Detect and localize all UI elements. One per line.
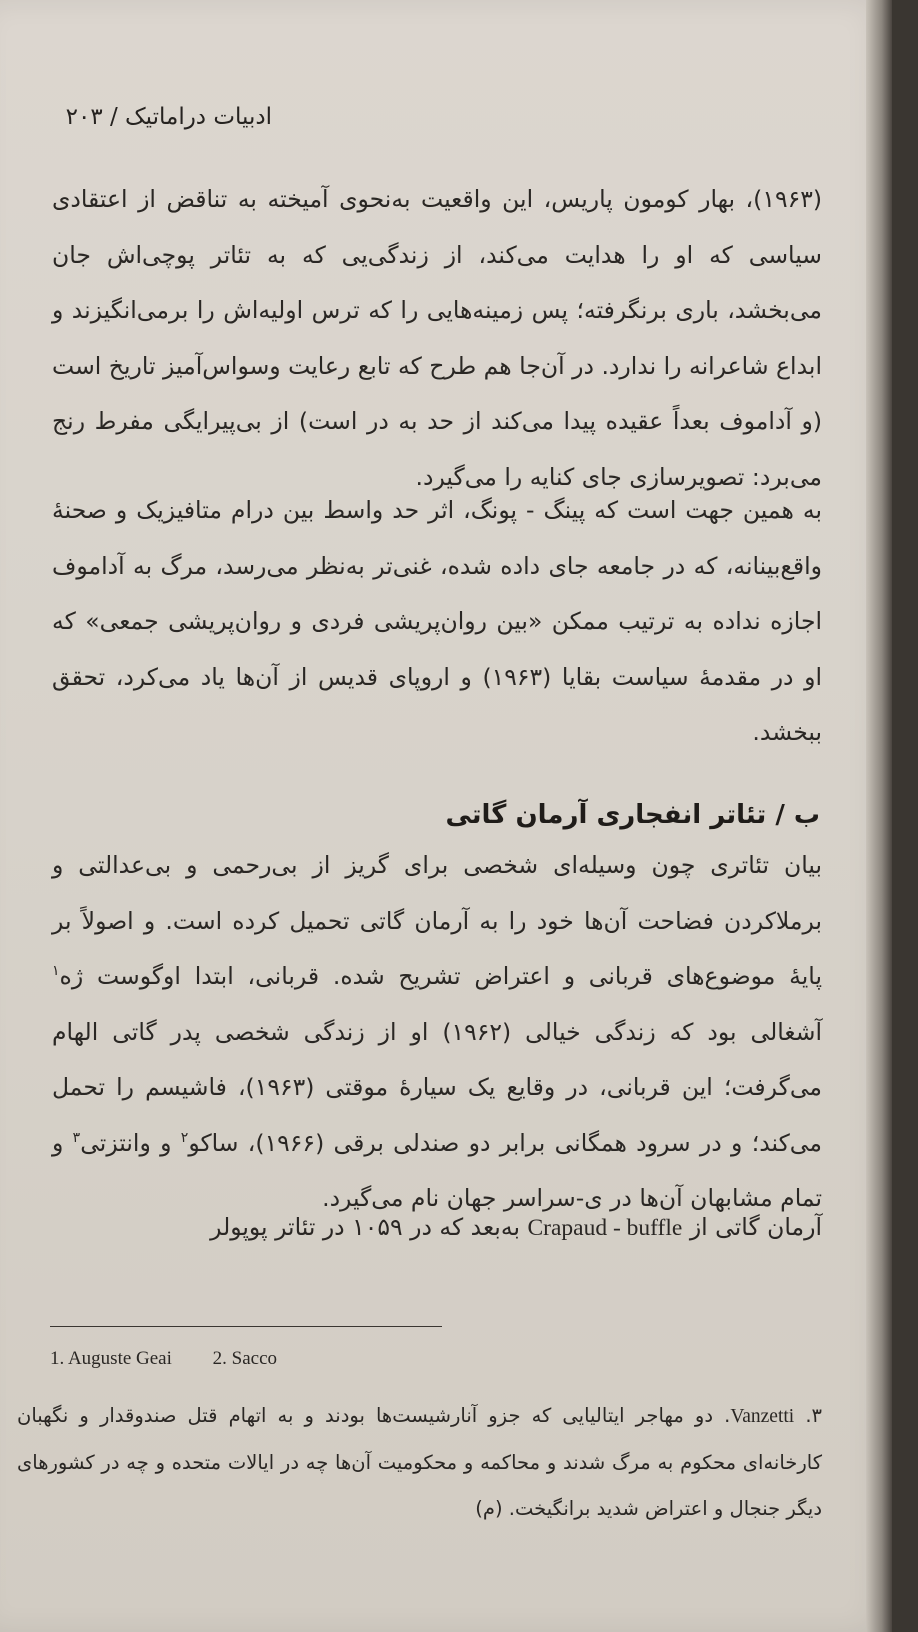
- paragraph-3-text-a: بیان تئاتری چون وسیله‌ای شخصی برای گریز از بی‌رحمی و بی‌عدالتی و برملاکردن فضاحت آن‌ها خود را به آرمان گاتی تحمیل کرده است. و اصولاً بر پایهٔ موضوع‌های قربانی و اعتراض تشریح شده. قربانی، ابتدا اوگوست ژه: [52, 851, 822, 990]
- paragraph-3-text-d: و تمام مشابهان آن‌ها در ی-سراسر جهان نام می‌گیرد.: [52, 1128, 822, 1212]
- page-edge: [866, 0, 892, 1632]
- paragraph-4-text-a: آرمان گاتی از: [682, 1213, 822, 1241]
- paragraph-2: به همین جهت است که پینگ - پونگ، اثر حد واسط بین درام متافیزیک و صحنهٔ واقع‌بینانه، که در جامعه جای داده شده، غنی‌تر به‌نظر می‌رسد، مرگ به آداموف اجازه نداده به ترتیب ممکن «بین روان‌پریشی فردی و روان‌پریشی جمعی» که او در مقدمهٔ سیاست بقایا (۱۹۶۳) و اروپای قدیس از آن‌ها یاد می‌کرد، تحقق ببخشد.: [52, 496, 823, 746]
- footnote-3-number: ۳.: [805, 1404, 823, 1427]
- paragraph-3-text-c: و وانتزتی: [80, 1128, 181, 1157]
- footnote-divider: [50, 1326, 442, 1327]
- paragraph-3-text-b: آشغالی بود که زندگی خیالی (۱۹۶۲) او از زندگی شخصی پدر گاتی الهام می‌گرفت؛ این قربانی، در وقایع یک سیارهٔ موقتی (۱۹۶۳)، فاشیسم را تحمل می‌کند؛ و در سرود همگانی برابر دو صندلی برقی (۱۹۶۶)، ساکو: [52, 1017, 822, 1157]
- footnote-3-text: . دو مهاجر ایتالیایی که جزو آنارشیست‌ها بودند و به اتهام قتل صندوقدار و نگهبان کارخانه‌ای محکوم به مرگ شدند و محاکمه و محکومیت آن‌ها چه در ایالات متحده و چه در کشورهای دیگر جنجال و اعتراض شدید برانگیخت. (م): [17, 1404, 822, 1520]
- footnotes-latin: [50, 1348, 313, 1370]
- footnote-2: 2. Sacco: [212, 1348, 278, 1369]
- running-header: ادبیات دراماتیک / ۲۰۳: [65, 104, 272, 130]
- paragraph-1: (۱۹۶۳)، بهار کومون پاریس، این واقعیت به‌نحوی آمیخته به تناقض از اعتقادی سیاسی که او را هدایت می‌کند، از زندگی‌یی که به تئاتر پوچی‌اش جان می‌بخشد، باری برنگرفته؛ پس زمینه‌هایی را که ترس اولیه‌اش را برمی‌انگیزند و ابداع شاعرانه را ندارد. در آن‌جا هم طرح که تابع رعایت وسواس‌آمیز تاریخ است (و آداموف بعداً عقیده پیدا می‌کند از حد به در است) از بی‌پیرایگی مفرط رنج می‌برد: تصویرسازی جای کنایه را می‌گیرد.: [52, 185, 822, 491]
- footnote-ref-3: ۳: [72, 1129, 81, 1146]
- footnote-1: 1. Auguste Geai: [50, 1348, 172, 1369]
- footnote-ref-2: ۲: [180, 1129, 189, 1146]
- footnote-3: [17, 1393, 822, 1532]
- footnote-3-latin: Vanzetti: [730, 1406, 795, 1427]
- section-heading: ب / تئاتر انفجاری آرمان گاتی: [445, 800, 820, 830]
- footnote-ref-1: ۱: [52, 963, 60, 980]
- paragraph-4-text-b: به‌بعد که در ۱۰۵۹ در تئاتر پوپولر: [210, 1213, 528, 1241]
- paragraph-3: [52, 838, 822, 1227]
- play-title-latin: Crapaud - buffle: [527, 1215, 683, 1241]
- paragraph-4: [52, 1200, 822, 1257]
